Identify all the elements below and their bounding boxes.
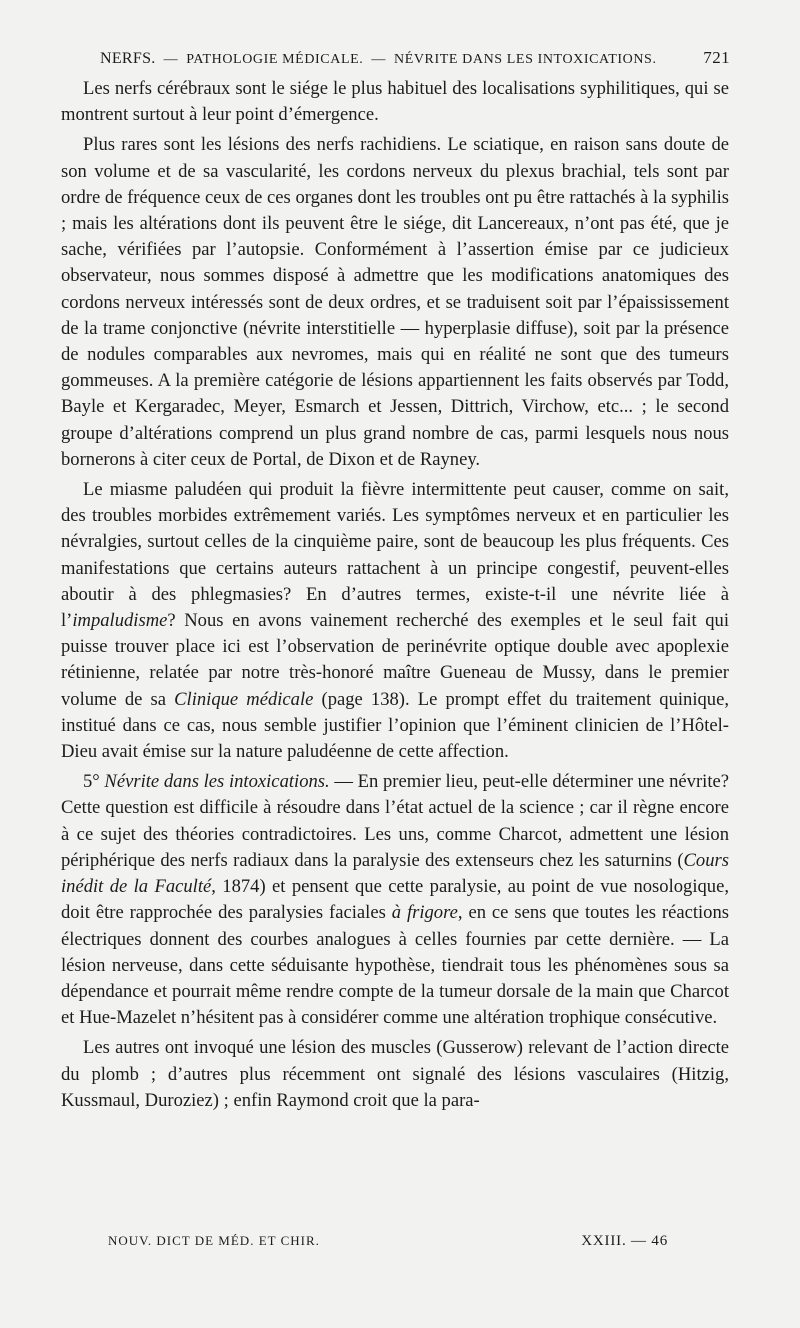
body-text <box>61 76 729 1114</box>
running-head <box>100 48 730 68</box>
paragraph-intoxications <box>61 769 729 1031</box>
paragraph-syphilis-cranial: Les nerfs cérébraux sont le siége le plus habituel des localisations syphilitiques, qui se montrent surtout à leur point d’émergence. <box>61 78 729 126</box>
header-subject: PATHOLOGIE MÉDICALE. <box>186 52 364 67</box>
text-run: — En premier lieu, peut-elle déterminer une névrite? Cette question est difficile à résoudre dans l’état actuel de la science ; car il règne encore à ce sujet des théories contradictoires. Les uns, comme Charcot, admettent une lésion périphérique des nerfs radiaux dans la paralysie des extenseurs chez les saturnins ( <box>61 771 729 871</box>
page-number: 721 <box>703 48 730 67</box>
text-run: ? Nous en avons vainement recherché des exemples et le seul fait qui puisse trouver place ici est l’observation de perinévrite optique double avec apoplexie rétinienne, relatée par notre très-honoré maître Gueneau de Mussy, dans le premier volume de sa <box>61 610 729 710</box>
header-topic: NÉVRITE DANS LES INTOXICATIONS. <box>393 52 657 67</box>
footer-volume-signature: XXIII. — 46 <box>581 1233 668 1249</box>
header-separator: — <box>371 52 386 67</box>
italic-term: impaludisme <box>72 610 168 632</box>
text-run: Le miasme paludéen qui produit la fièvre intermittente peut causer, comme on sait, des troubles morbides extrêmement variés. Les symptômes nerveux et en particulier les névralgies, surtout celles de la cinquième paire, sont de beaucoup les plus fréquents. Ces manifestations que certains auteurs rattachent à un principe congestif, peuvent-elles aboutir à des phlegmasies? En d’autres termes, existe-t-il une névrite liée à l’ <box>61 479 729 632</box>
text-run: , en ce sens que toutes les réactions électriques donnent des courbes analogues à celles fournies par cette dernière. — La lésion nerveuse, dans cette séduisante hypothèse, tiendrait tous les phénomènes sous sa dépendance et pourrait même rendre compte de la tumeur dorsale de la main que Charcot et Hue-Mazelet n’hésitent pas à considérer comme une altération trophique consécutive. <box>61 902 730 1029</box>
italic-title: Clinique médicale <box>174 688 314 710</box>
text-run: (page 138). Le prompt effet du traitement quinique, institué dans ce cas, nous semble justifier l’opinion que l’éminent clinicien de l’Hôtel-Dieu avait émise sur la nature paludéenne de cette affection. <box>61 688 729 763</box>
page-footer <box>108 1233 668 1250</box>
header-section: NERFS. <box>100 50 156 67</box>
italic-title: Cours inédit de la Faculté <box>61 849 729 898</box>
paragraph-malaria <box>61 477 729 765</box>
text-run: 5° <box>83 771 105 793</box>
italic-term: à frigore <box>391 902 458 924</box>
text-run: , 1874) et pensent que cette paralysie, au point de vue nosologique, doit être rapprochée des paralysies faciales <box>61 876 729 924</box>
header-separator: — <box>163 52 179 67</box>
paragraph-muscle-lesion: Les autres ont invoqué une lésion des muscles (Gusserow) relevant de l’action directe du plomb ; d’autres plus récemment ont signalé des lésions vasculaires (Hitzig, Kussmaul, Duroziez) ; enfin Raymond croit que la para- <box>61 1037 729 1111</box>
paragraph-spinal-nerves: Plus rares sont les lésions des nerfs rachidiens. Le sciatique, en raison sans doute de son volume et de sa vascularité, les cordons nerveux du plexus brachial, tels sont par ordre de fréquence ceux de ces organes dont les troubles ont pu être rattachés à la syphilis ; mais les altérations dont ils peuvent être le siége, dit Lancereaux, n’ont pas été, que je sache, vérifiées par l’autopsie. Conformément à l’assertion émise par ce judicieux observateur, nous sommes disposé à admettre que les modifications anatomiques des cordons nerveux intéressés sont de deux ordres, et se traduisent soit par l’épaississement de la trame conjonctive (névrite interstitielle — hyperplasie diffuse), soit par la présence de nodules comparables aux nevromes, mais qui en réalité ne sont que des tumeurs gommeuses. A la première catégorie de lésions appartiennent les faits observés par Todd, Bayle et Kergaradec, Meyer, Esmarch et Jessen, Dittrich, Virchow, etc... ; le second groupe d’altérations comprend un plus grand nombre de cas, parmi lesquels nous nous bornerons à citer ceux de Portal, de Dixon et de Rayney. <box>61 134 729 470</box>
section-heading: Névrite dans les intoxications. <box>104 771 330 793</box>
footer-signature: NOUV. DICT DE MÉD. ET CHIR. <box>108 1233 320 1248</box>
